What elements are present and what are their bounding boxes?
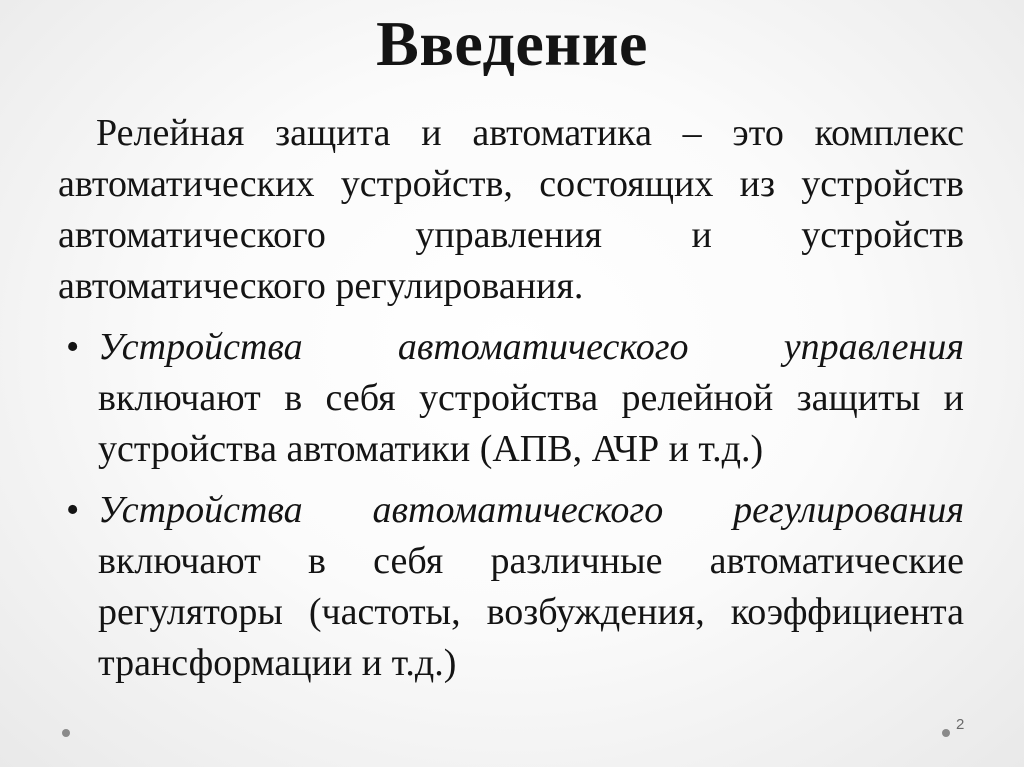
page-number: 2	[956, 716, 965, 733]
bullet-item-control	[58, 322, 964, 475]
decorative-dot-left	[62, 729, 70, 737]
bullet-marker: •	[66, 326, 80, 368]
bullet-marker: •	[66, 489, 80, 531]
intro-paragraph: Релейная защита и автоматика – это комплекс автоматических устройств, состоящих из устройств автоматического управления и устройств автоматического регулирования.	[58, 112, 964, 307]
slide-content	[58, 108, 964, 699]
slide-title: Введение	[376, 8, 648, 79]
bullet-text: включают в себя различные автоматические регуляторы (частоты, возбуждения, коэффициента трансформации и т.д.)	[98, 540, 964, 684]
bullet-term: Устройства автоматического управления	[98, 326, 964, 368]
bullet-text: включают в себя устройства релейной защиты и устройства автоматики (АПВ, АЧР и т.д.)	[98, 377, 964, 470]
bullet-term: Устройства автоматического регулирования	[98, 489, 964, 531]
decorative-dot-right	[942, 729, 950, 737]
bullet-item-regulation	[58, 485, 964, 689]
